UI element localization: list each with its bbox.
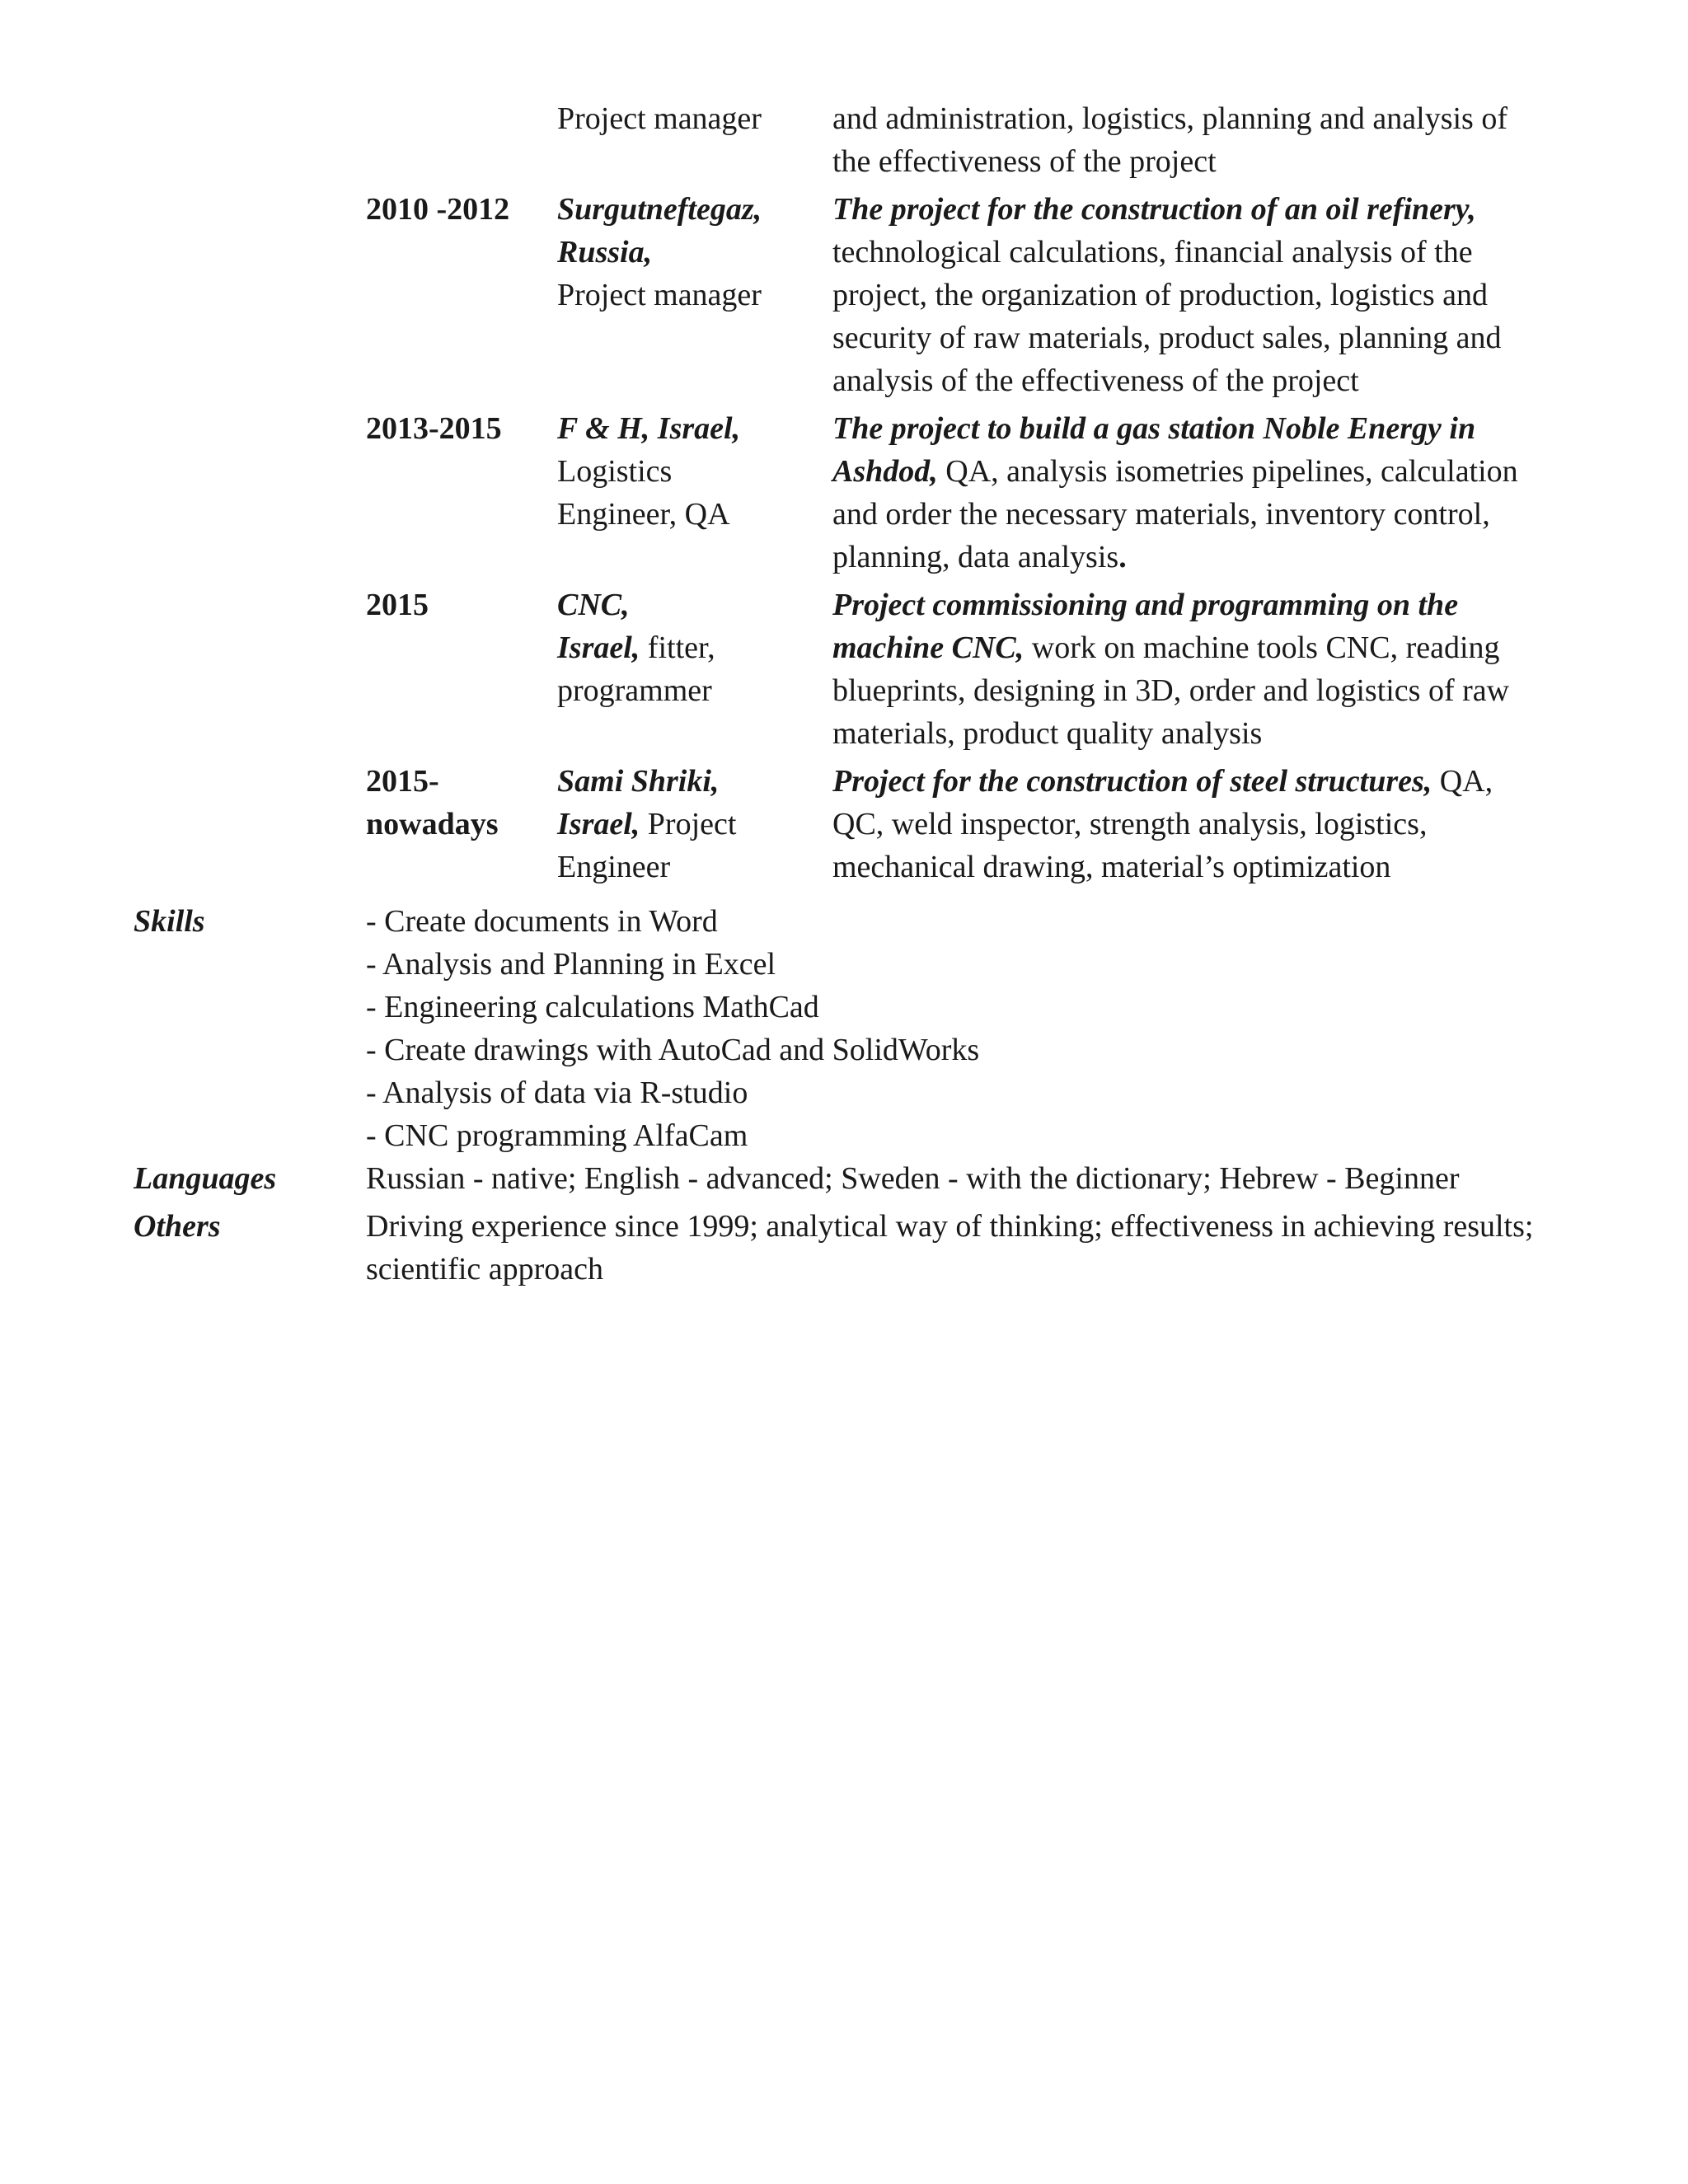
skills-list [366, 900, 1602, 1157]
experience-description [832, 583, 1599, 755]
others-line: scientific approach [366, 1252, 604, 1286]
company-line [557, 846, 821, 888]
experience-date [366, 188, 547, 231]
text-run: materials, product quality analysis [832, 716, 1263, 751]
company-line [557, 760, 821, 803]
experience-company [557, 188, 821, 316]
description-line [832, 669, 1599, 712]
company-line [557, 97, 821, 140]
experience-date [366, 407, 547, 450]
text-run: F & H, Israel, [557, 411, 741, 446]
text-run: programmer [557, 673, 712, 708]
text-run: and administration, logistics, planning and analysis of [832, 101, 1507, 136]
description-line [832, 712, 1599, 755]
skill-item: - Create documents in Word [366, 904, 718, 939]
text-run: Project manager [557, 101, 762, 136]
text-run: mechanical drawing, material’s optimization [832, 850, 1391, 884]
experience-description [832, 188, 1599, 402]
description-line [832, 803, 1599, 846]
company-line [557, 803, 821, 846]
text-run: and order the necessary materials, inventory control, [832, 497, 1490, 532]
skill-item: - CNC programming AlfaCam [366, 1118, 748, 1153]
text-run: QA, analysis isometries pipelines, calculation [937, 454, 1518, 489]
company-line [557, 274, 821, 316]
description-line [832, 450, 1599, 493]
experience-company [557, 97, 821, 140]
experience-description [832, 97, 1599, 183]
company-line [557, 407, 821, 450]
text-run: Israel, [557, 807, 640, 841]
text-run: Engineer [557, 850, 671, 884]
company-line [557, 450, 821, 493]
skill-item: - Engineering calculations MathCad [366, 990, 819, 1024]
description-line [832, 316, 1599, 359]
text-run: planning, data analysis [832, 540, 1119, 574]
date-line: 2010 -2012 [366, 192, 510, 227]
skill-item: - Create drawings with AutoCad and SolidWorks [366, 1033, 980, 1067]
date-line: nowadays [366, 807, 499, 841]
description-line [832, 359, 1599, 402]
text-run: Project manager [557, 278, 762, 312]
others-text [366, 1205, 1602, 1291]
text-run: CNC, [557, 588, 630, 622]
text-run: Engineer, QA [557, 497, 730, 532]
date-line: 2013-2015 [366, 411, 502, 446]
company-line [557, 583, 821, 626]
description-line [832, 407, 1599, 450]
text-run: Israel, [557, 630, 640, 665]
description-line [832, 536, 1599, 579]
text-run: project, the organization of production, logistics and [832, 278, 1488, 312]
others-label: Others [134, 1209, 221, 1244]
languages-line: Russian - native; English - advanced; Sweden - with the dictionary; Hebrew - Beginner [366, 1161, 1460, 1196]
text-run: fitter, [640, 630, 715, 665]
text-run: . [1118, 540, 1127, 574]
date-line: 2015 [366, 588, 429, 622]
text-run: work on machine tools CNC, reading [1024, 630, 1500, 665]
experience-date [366, 583, 547, 626]
description-line [832, 493, 1599, 536]
description-line [832, 188, 1599, 231]
languages-text [366, 1157, 1602, 1200]
description-line [832, 583, 1599, 626]
description-line [832, 626, 1599, 669]
text-run: security of raw materials, product sales, planning and [832, 321, 1502, 355]
skill-item: - Analysis and Planning in Excel [366, 947, 776, 982]
experience-company [557, 760, 821, 888]
text-run: blueprints, designing in 3D, order and logistics of raw [832, 673, 1510, 708]
others-line: Driving experience since 1999; analytical way of thinking; effectiveness in achieving results; [366, 1209, 1534, 1244]
company-line [557, 231, 821, 274]
skill-item: - Analysis of data via R-studio [366, 1076, 748, 1110]
description-line [832, 231, 1599, 274]
date-line: 2015- [366, 764, 439, 799]
text-run: Project for the construction of steel structures, [832, 764, 1432, 799]
description-line [832, 760, 1599, 803]
experience-company [557, 583, 821, 712]
company-line [557, 626, 821, 669]
text-run: QA, [1432, 764, 1493, 799]
text-run: The project to build a gas station Noble Energy in [832, 411, 1476, 446]
text-run: Ashdod, [832, 454, 938, 489]
text-run: Logistics [557, 454, 673, 489]
text-run: Russia, [557, 235, 653, 269]
description-line [832, 97, 1599, 140]
company-line [557, 493, 821, 536]
experience-description [832, 407, 1599, 579]
text-run: The project for the construction of an oil refinery, [832, 192, 1476, 227]
text-run: machine CNC, [832, 630, 1025, 665]
text-run: the effectiveness of the project [832, 144, 1217, 179]
text-run: Project commissioning and programming on the [832, 588, 1459, 622]
description-line [832, 140, 1599, 183]
description-line [832, 274, 1599, 316]
text-run: analysis of the effectiveness of the project [832, 363, 1359, 398]
company-line [557, 669, 821, 712]
text-run: QC, weld inspector, strength analysis, logistics, [832, 807, 1428, 841]
description-line [832, 846, 1599, 888]
company-line [557, 188, 821, 231]
text-run: Project [640, 807, 737, 841]
experience-description [832, 760, 1599, 888]
experience-date [366, 760, 547, 846]
experience-company [557, 407, 821, 536]
text-run: technological calculations, financial analysis of the [832, 235, 1473, 269]
languages-label: Languages [134, 1161, 277, 1196]
text-run: Sami Shriki, [557, 764, 720, 799]
text-run: Surgutneftegaz, [557, 192, 762, 227]
skills-label: Skills [134, 904, 205, 939]
